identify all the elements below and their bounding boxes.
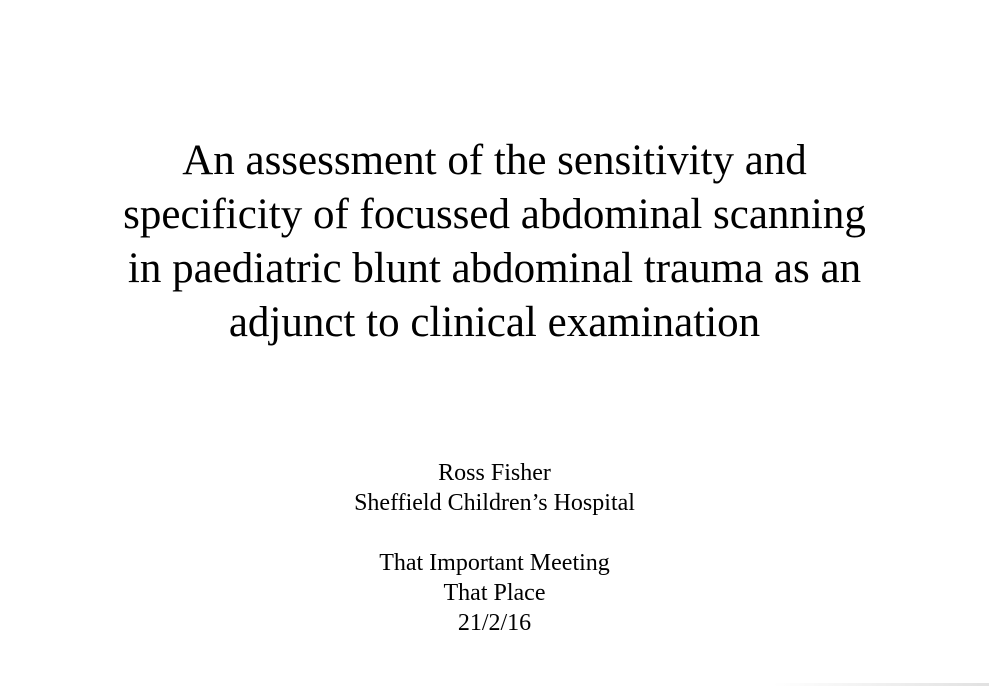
author-name: Ross Fisher	[438, 460, 551, 486]
presenter-details	[0, 458, 989, 638]
institution: Sheffield Children’s Hospital	[354, 490, 635, 516]
slide-title	[40, 134, 949, 350]
title-line: adjunct to clinical examination	[228, 299, 761, 346]
title-line: in paediatric blunt abdominal trauma as an	[127, 245, 862, 292]
title-line: specificity of focussed abdominal scanning	[123, 191, 866, 238]
event-name: That Important Meeting	[379, 550, 610, 576]
title-line: An assessment of the sensitivity and	[182, 137, 807, 184]
event-date: 21/2/16	[457, 610, 532, 636]
spacer	[0, 518, 989, 548]
event-location: That Place	[443, 580, 546, 606]
